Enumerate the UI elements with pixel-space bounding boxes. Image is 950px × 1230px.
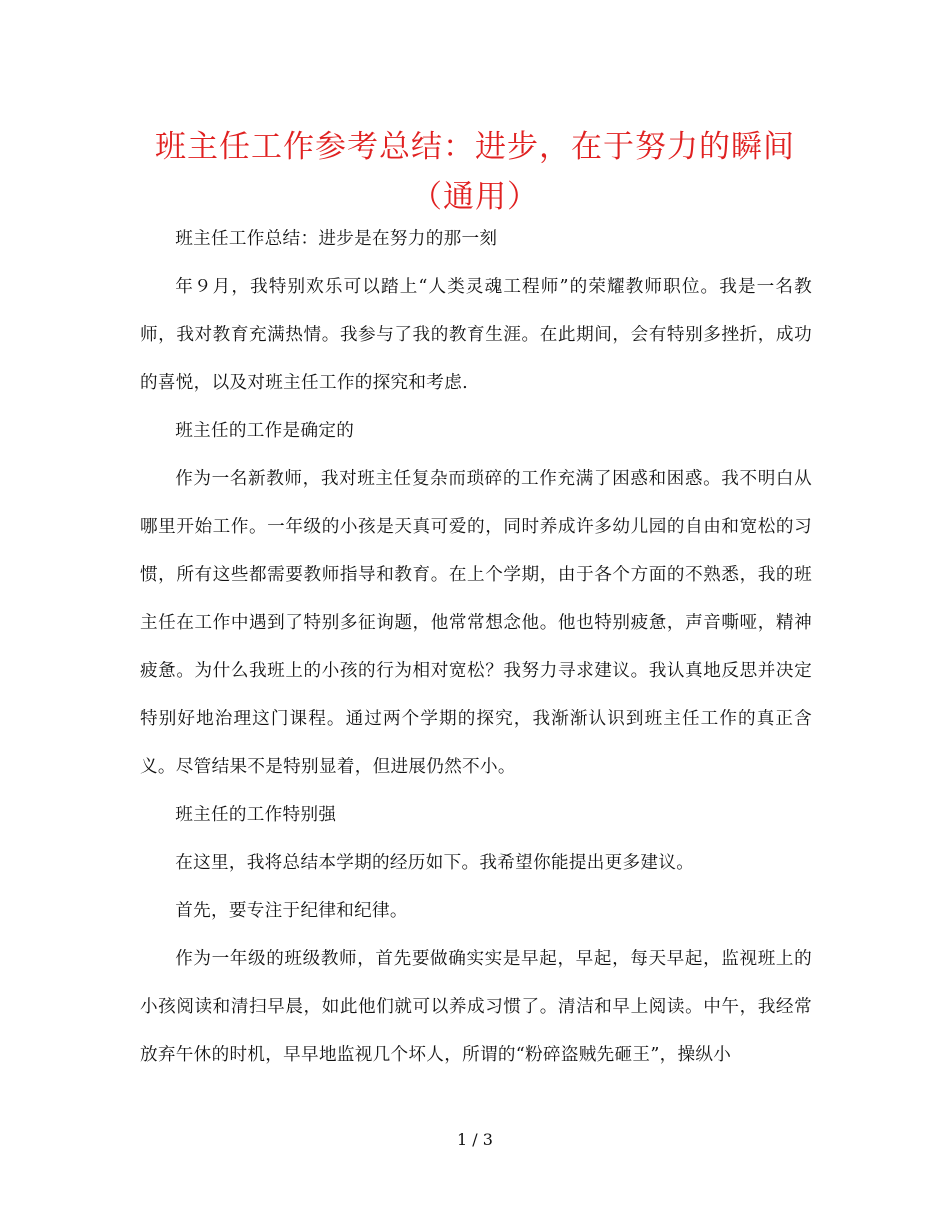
paragraph: 作为一年级的班级教师，首先要做确实实是早起，早起，每天早起，监视班上的小孩阅读和清扫早晨，如此他们就可以养成习惯了。清洁和早上阅读。中午，我经常放弃午休的时机，早早地监视几个坏人，所谓的“粉碎盗贼先砸王”，操纵小 — [140, 949, 812, 1065]
paragraph: 年９月，我特别欢乐可以踏上“人类灵魂工程师”的荣耀教师职位。我是一名教师，我对教育充满热情。我参与了我的教育生涯。在此期间，会有特别多挫折，成功的喜悦，以及对班主任工作的探究和考虑. — [140, 277, 812, 393]
paragraph: 班主任的工作特别强 — [175, 805, 337, 825]
page-number: 1 / 3 — [457, 1130, 493, 1149]
document-body — [140, 215, 812, 1079]
paragraph: 在这里，我将总结本学期的经历如下。我希望你能提出更多建议。 — [175, 853, 695, 873]
paragraph: 作为一名新教师，我对班主任复杂而琐碎的工作充满了困惑和困惑。我不明白从哪里开始工作。一年级的小孩是天真可爱的，同时养成许多幼儿园的自由和宽松的习惯，所有这些都需要教师指导和教育。在上个学期，由于各个方面的不熟悉，我的班主任在工作中遇到了特别多征询题，他常常想念他。他也特别疲惫，声音嘶哑，精神疲惫。为什么我班上的小孩的行为相对宽松？我努力寻求建议。我认真地反思并决定特别好地治理这门课程。通过两个学期的探究，我渐渐认识到班主任工作的真正含义。尽管结果不是特别显着，但进展仍然不小。 — [140, 469, 812, 777]
document-title — [110, 122, 840, 222]
title-line-1: 班主任工作参考总结：进步，在于努力的瞬间 — [155, 129, 795, 165]
title-line-2: （通用） — [411, 179, 539, 215]
paragraph: 班主任的工作是确定的 — [175, 421, 355, 441]
paragraph: 班主任工作总结：进步是在努力的那一刻 — [175, 229, 498, 249]
paragraph: 首先，要专注于纪律和纪律。 — [175, 901, 408, 921]
